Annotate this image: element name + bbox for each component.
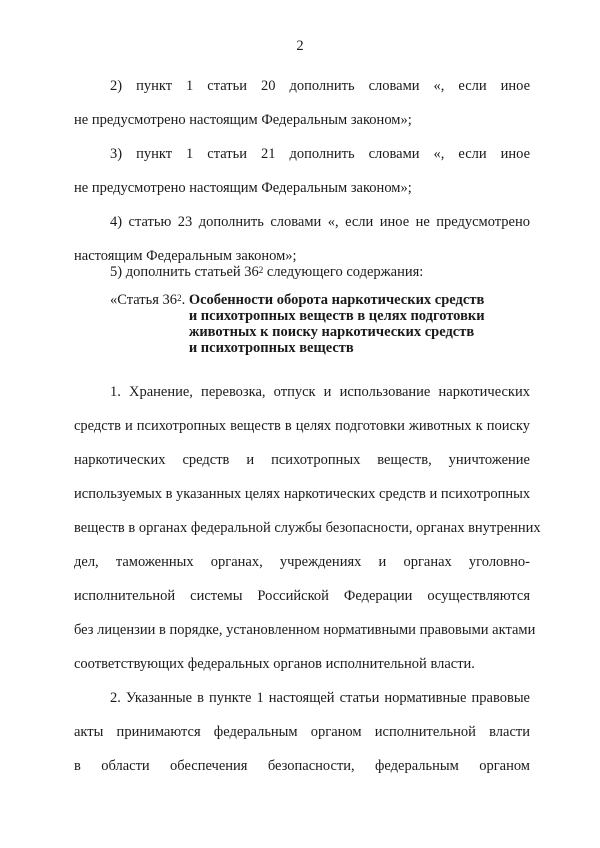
para-1-line: средств и психотропных веществ в целях подготовки животных к поиску [74, 418, 530, 434]
item-4-line-1: 4) статью 23 дополнить словами «, если иное не предусмотрено [110, 214, 530, 230]
article-label-dot: . [181, 292, 186, 308]
para-1-line: 1. Хранение, перевозка, отпуск и использование наркотических [110, 384, 530, 400]
article-title [189, 292, 485, 356]
article-title-line: животных к поиску наркотических средств [188, 324, 475, 340]
item-5-superscript: 2 [258, 265, 264, 275]
para-2-line: 2. Указанные в пункте 1 настоящей статьи нормативные правовые [110, 690, 530, 706]
article-label-text: «Статья 36 [110, 292, 178, 308]
article-heading [110, 292, 485, 356]
article-title-line: и психотропных веществ в целях подготовки [188, 308, 485, 324]
para-2-line: акты принимаются федеральным органом исполнительной власти [74, 724, 530, 740]
item-4-line-2: настоящим Федеральным законом»; [74, 248, 297, 264]
para-1-line: соответствующих федеральных органов исполнительной власти. [74, 656, 475, 672]
article-superscript: 2 [177, 293, 182, 303]
para-1-line: используемых в указанных целях наркотических средств и психотропных [74, 486, 531, 502]
item-5-text: 5) дополнить статьей 36 [110, 264, 259, 280]
para-2-line: в области обеспечения безопасности, федеральным органом [74, 758, 530, 774]
item-2-line-1: 2) пункт 1 статьи 20 дополнить словами «, если иное [110, 78, 530, 94]
item-2-line-2: не предусмотрено настоящим Федеральным законом»; [74, 112, 412, 128]
item-5-text-end: следующего содержания: [263, 264, 424, 280]
page-number: 2 [296, 38, 304, 54]
item-3-line-1: 3) пункт 1 статьи 21 дополнить словами «, если иное [110, 146, 530, 162]
para-1-line: наркотических средств и психотропных веществ, уничтожение [74, 452, 530, 468]
para-1-line: дел, таможенных органах, учреждениях и органах уголовно- [74, 554, 530, 570]
article-title-line: Особенности оборота наркотических средств [188, 292, 485, 308]
article-label [110, 292, 189, 308]
item-3-line-2: не предусмотрено настоящим Федеральным законом»; [74, 180, 412, 196]
item-5 [110, 263, 530, 281]
para-1-line: исполнительной системы Российской Федерации осуществляются [74, 588, 530, 604]
para-1-line: без лицензии в порядке, установленном нормативными правовыми актами [74, 622, 536, 638]
article-title-line: и психотропных веществ [188, 340, 354, 356]
para-1-line: веществ в органах федеральной службы безопасности, органах внутренних [74, 520, 541, 536]
